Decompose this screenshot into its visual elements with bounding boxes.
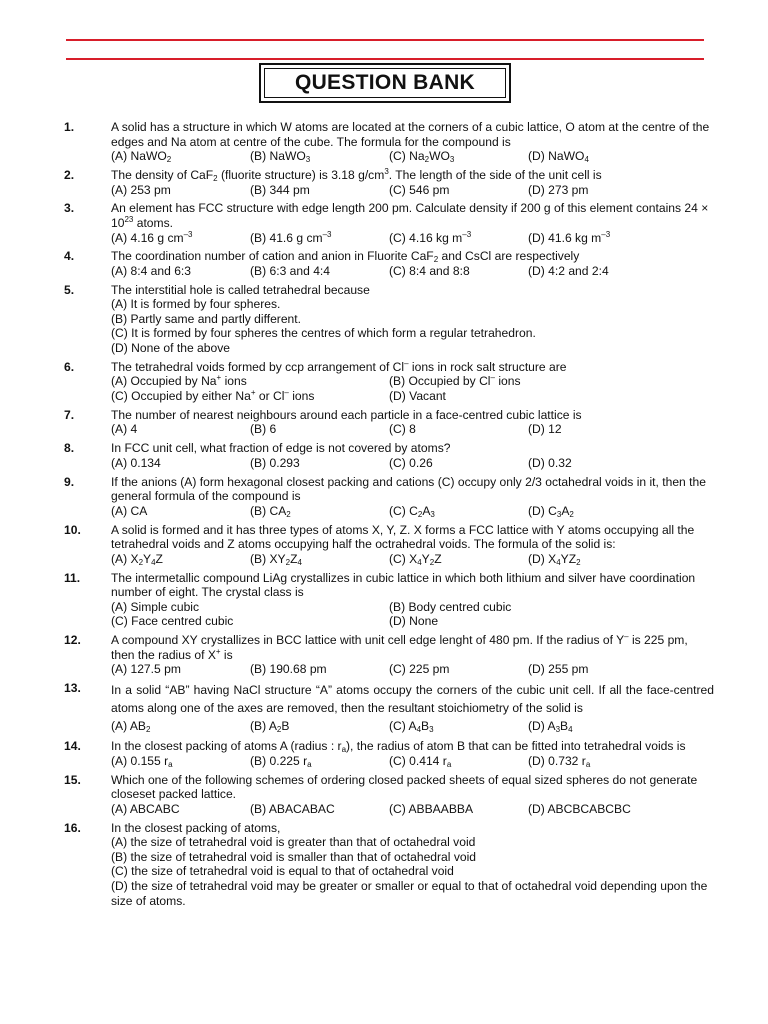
answer-option: (A) the size of tetrahedral void is greater than that of octahedral void <box>111 835 476 850</box>
answer-option: (C) Occupied by either Na+ or Cl– ions <box>111 388 315 404</box>
answer-option: (A) CA <box>111 503 148 518</box>
answer-options <box>111 264 714 279</box>
question-number: 16. <box>64 820 81 835</box>
answer-option: (D) 41.6 kg $m^{-3}$ <box>528 229 611 245</box>
question-text: In the closest packing of atoms, <box>111 820 281 835</box>
answer-option: (A) 4 <box>111 422 138 437</box>
answer-option: (C) 225 pm <box>389 662 450 677</box>
answer-options <box>111 835 714 908</box>
answer-options <box>111 717 714 735</box>
answer-option: (D) $C_3A_2$ <box>528 503 574 519</box>
answer-option: (A) 127.5 pm <box>111 662 181 677</box>
answer-option: (D) None of the above <box>111 341 230 356</box>
question-number: 7. <box>64 407 75 422</box>
answer-option: (C) $A_4B_3$ <box>389 719 434 735</box>
question-text: The intermetallic compound LiAg crystallizes in cubic lattice in which both lithium and silver have coordination number of eight. The crystal class is <box>111 570 696 600</box>
answer-options <box>111 552 714 567</box>
answer-options <box>111 754 714 769</box>
answer-option: (A) 4.16 g $cm^{-3}$ <box>111 229 193 245</box>
question-number: 6. <box>64 359 75 374</box>
answer-option: (A) It is formed by four spheres. <box>111 297 281 312</box>
answer-option: (C) Face centred cubic <box>111 614 234 629</box>
question-number: 15. <box>64 772 81 787</box>
answer-option: (C) $C_2A_3$ <box>389 503 435 519</box>
answer-option: (A) ABCABC <box>111 801 180 816</box>
answer-option: (B) ABACABAC <box>250 801 335 816</box>
answer-options <box>111 422 714 437</box>
answer-option: (D) 0.32 <box>528 455 572 470</box>
answer-option: (C) 8:4 and 8:8 <box>389 263 470 278</box>
answer-options <box>111 802 714 817</box>
answer-option: (B) Partly same and partly different. <box>111 311 301 326</box>
answer-option: (C) 0.26 <box>389 455 433 470</box>
question-item <box>64 475 714 519</box>
question-item <box>64 201 714 245</box>
question-text: The tetrahedral voids formed by ccp arrangement of Cl– ions in rock salt structure are <box>111 358 567 374</box>
answer-option: (C) It is formed by four spheres the centres of which form a regular tetrahedron. <box>111 326 536 341</box>
answer-option: (B) $CA_2$ <box>250 503 291 519</box>
answer-option: (D) ABCBCABCBC <box>528 801 631 816</box>
answer-option: (A) $X_2Y_4Z$ <box>111 551 163 567</box>
answer-option: (B) 344 pm <box>250 182 310 197</box>
question-text: An element has FCC structure with edge length 200 pm. Calculate density if 200 g of this element contains $24 \times 10^{23}$ atoms. <box>111 201 709 230</box>
answer-options <box>111 149 714 164</box>
question-number: 9. <box>64 474 75 489</box>
answer-option: (D) None <box>389 614 439 629</box>
answer-options <box>111 662 714 677</box>
answer-option: (B) the size of tetrahedral void is smaller than that of octahedral void <box>111 849 477 864</box>
answer-option: (C) the size of tetrahedral void is equal to that of octahedral void <box>111 864 454 879</box>
question-item <box>64 360 714 404</box>
answer-option: (B) 6 <box>250 422 277 437</box>
answer-option: (D) the size of tetrahedral void may be greater or smaller or equal to that of octahedral void depending upon the size of atoms. <box>111 878 708 908</box>
header-rule-top <box>66 39 704 41</box>
question-number: 10. <box>64 522 81 537</box>
question-number: 12. <box>64 633 81 648</box>
answer-option: (D) 4:2 and 2:4 <box>528 263 609 278</box>
answer-option: (A) NaWO$_2$ <box>111 149 172 165</box>
question-item <box>64 283 714 356</box>
question-text: If the anions (A) form hexagonal closest packing and cations (C) occupy only 2/3 octahedral voids in it, then the general formula of the compound is <box>111 474 706 504</box>
question-text: The density of CaF$_2$ (fluorite structure) is 3.18 $g/cm^3$. The length of the side of the unit cell is <box>111 166 602 183</box>
answer-option: (B) Body centred cubic <box>389 599 512 614</box>
question-text: A solid has a structure in which W atoms are located at the corners of a cubic lattice, O atom at the centre of the edges and Na atom at centre of the cube. The formula for the compound is <box>111 120 710 149</box>
question-item <box>64 571 714 629</box>
answer-option: (C) 546 pm <box>389 182 450 197</box>
question-number: 1. <box>64 120 75 134</box>
question-number: 3. <box>64 201 75 216</box>
answer-option: (D) $X_4YZ_2$ <box>528 551 581 567</box>
answer-option: (A) $AB_2$ <box>111 719 151 735</box>
answer-options <box>111 600 714 629</box>
question-text: A compound XY crystallizes in BCC lattice with unit cell edge lenght of 480 pm. If the radius of Y– is 225 pm, then the radius of X+ is <box>111 632 688 662</box>
answer-options <box>111 231 714 246</box>
question-list <box>64 120 714 912</box>
answer-option: (D) NaWO$_4$ <box>528 149 589 165</box>
question-item <box>64 523 714 567</box>
question-item <box>64 821 714 909</box>
answer-option: (D) 0.732 $r_a$ <box>528 753 591 769</box>
answer-option: (B) 6:3 and 4:4 <box>250 263 331 278</box>
question-item <box>64 633 714 677</box>
answer-option: (D) 273 pm <box>528 182 589 197</box>
question-number: 11. <box>64 570 81 585</box>
question-text: Which one of the following schemes of ordering closed packed sheets of equal sized spheres do not generate closeset packed lattice. <box>111 772 698 802</box>
answer-options <box>111 374 714 403</box>
answer-option: (C) $X_4Y_2Z$ <box>389 551 442 567</box>
page-title: QUESTION BANK <box>264 68 506 98</box>
question-text: The number of nearest neighbours around each particle in a face-centred cubic lattice is <box>111 407 582 422</box>
answer-option: (A) Simple cubic <box>111 599 200 614</box>
answer-options <box>111 183 714 198</box>
title-box <box>259 63 511 103</box>
answer-option: (B) $XY_2Z_4$ <box>250 551 302 567</box>
question-number: 13. <box>64 681 81 696</box>
question-item <box>64 441 714 470</box>
question-text: In the closest packing of atoms A (radius : $r_a$), the radius of atom B that can be fitted into tetrahedral voids is <box>111 739 686 755</box>
answer-option: (A) 0.155 $r_a$ <box>111 753 173 769</box>
header-rule-bottom <box>66 58 704 60</box>
question-number: 14. <box>64 739 81 754</box>
answer-option: (D) 12 <box>528 422 562 437</box>
question-item <box>64 773 714 817</box>
answer-option: (A) Occupied by Na+ ions <box>111 373 247 389</box>
question-item <box>64 681 714 735</box>
answer-option: (B) Occupied by Cl– ions <box>389 373 521 389</box>
answer-option: (A) 8:4 and 6:3 <box>111 263 192 278</box>
answer-option: (B) $A_2B$ <box>250 719 290 735</box>
answer-option: (B) 41.6 g $cm^{-3}$ <box>250 229 332 245</box>
answer-option: (D) $A_3B_4$ <box>528 719 573 735</box>
answer-option: (C) 4.16 kg $m^{-3}$ <box>389 229 472 245</box>
answer-options <box>111 456 714 471</box>
question-number: 4. <box>64 249 75 264</box>
question-text: A solid is formed and it has three types of atoms X, Y, Z. X forms a FCC lattice with Y atoms occupying all the tetrahedral voids and Z atoms occupying half the octrahedral voids. The formula of the solid is: <box>111 522 695 552</box>
answer-option: (B) 0.293 <box>250 455 300 470</box>
question-text: In FCC unit cell, what fraction of edge is not covered by atoms? <box>111 441 451 456</box>
answer-option: (C) 0.414 $r_a$ <box>389 753 452 769</box>
question-text: The coordination number of cation and anion in Fluorite CaF$_2$ and CsCl are respectively <box>111 249 580 265</box>
answer-option: (C) $Na_2WO_3$ <box>389 149 455 165</box>
question-text: The interstitial hole is called tetrahedral because <box>111 282 370 297</box>
answer-option: (D) 255 pm <box>528 662 589 677</box>
answer-option: (B) NaWO$_3$ <box>250 149 311 165</box>
question-number: 2. <box>64 167 75 182</box>
answer-option: (B) 0.225 $r_a$ <box>250 753 312 769</box>
question-item <box>64 249 714 278</box>
question-item <box>64 168 714 197</box>
answer-option: (D) Vacant <box>389 389 446 404</box>
question-text: In a solid “AB” having NaCl structure “A” atoms occupy the corners of the cubic unit cell. If all the face-centred atoms along one of the axes are removed, then the resultant stoichiometry of the solid is <box>111 683 714 716</box>
answer-options <box>111 504 714 519</box>
question-item <box>64 739 714 768</box>
question-number: 8. <box>64 441 75 456</box>
question-item <box>64 408 714 437</box>
answer-option: (A) 0.134 <box>111 455 161 470</box>
answer-option: (C) ABBAABBA <box>389 801 474 816</box>
answer-option: (C) 8 <box>389 422 416 437</box>
question-item <box>64 120 714 164</box>
answer-option: (B) 190.68 pm <box>250 662 327 677</box>
answer-options <box>111 297 714 355</box>
answer-option: (A) 253 pm <box>111 182 171 197</box>
question-number: 5. <box>64 282 75 297</box>
